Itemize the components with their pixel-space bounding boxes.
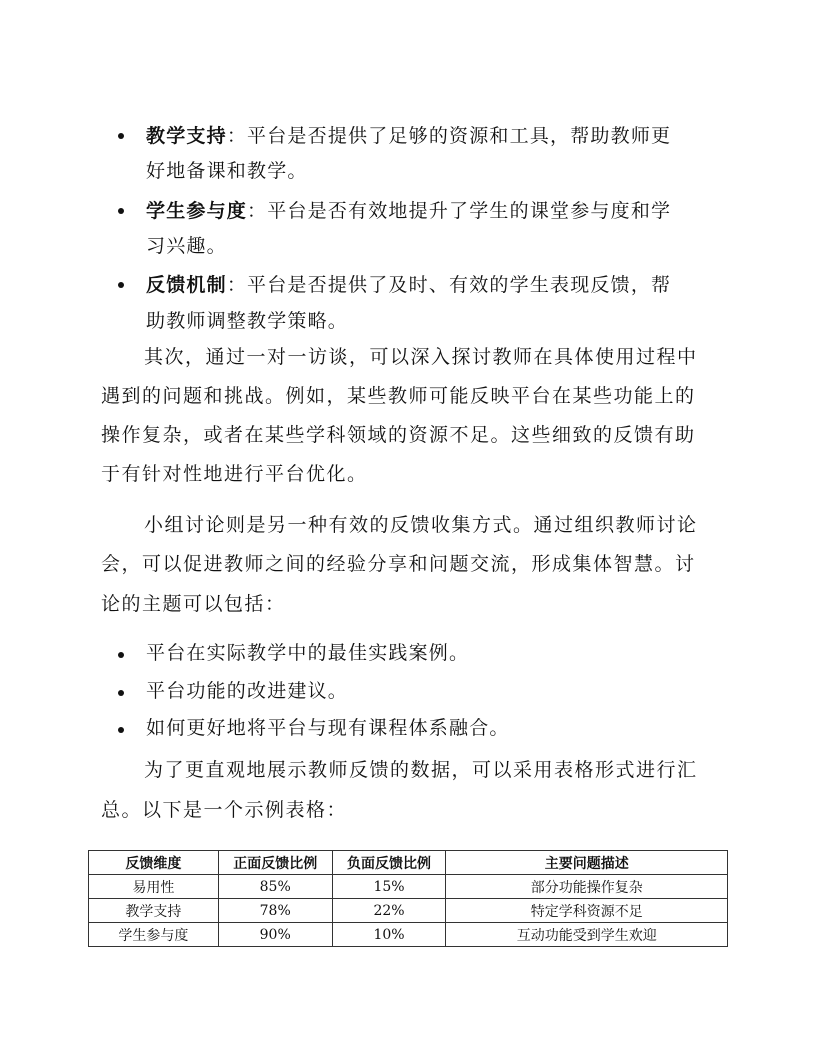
feedback-table [88,850,728,947]
table-row [89,899,728,923]
table-cell: 78% [218,899,332,923]
paragraph-line: 为了更直观地展示教师反馈的数据，可以采用表格形式进行汇 [144,759,698,781]
table-cell: 90% [218,923,332,947]
table-header-row [89,851,728,875]
criteria-text: ：平台是否提供了足够的资源和工具，帮助教师更 [226,125,672,147]
table-cell: 85% [218,875,332,899]
bullet-icon [118,690,124,696]
criteria-text-continued: 习兴趣。 [146,235,227,257]
table-cell: 10% [332,923,446,947]
bullet-icon [118,208,124,214]
paragraph-line: 遇到的问题和挑战。例如，某些教师可能反映平台在某些功能上的 [101,385,696,407]
column-header: 正面反馈比例 [218,851,332,875]
paragraph-line: 操作复杂，或者在某些学科领域的资源不足。这些细致的反馈有助 [101,424,696,446]
column-header: 主要问题描述 [446,851,728,875]
topic-text: 平台功能的改进建议。 [146,680,349,702]
criteria-text-continued: 好地备课和教学。 [146,160,308,182]
table-row [89,923,728,947]
criteria-text: ：平台是否有效地提升了学生的课堂参与度和学 [247,200,672,222]
paragraph-line: 总。以下是一个示例表格： [101,799,348,821]
table-cell: 学生参与度 [89,923,219,947]
table-cell: 互动功能受到学生欢迎 [446,923,728,947]
column-header: 反馈维度 [89,851,219,875]
paragraph-line: 其次，通过一对一访谈，可以深入探讨教师在具体使用过程中 [144,346,698,368]
paragraph-line: 于有针对性地进行平台优化。 [101,463,368,485]
topic-text: 平台在实际教学中的最佳实践案例。 [146,642,470,664]
table-row [89,875,728,899]
paragraph-line: 小组讨论则是另一种有效的反馈收集方式。通过组织教师讨论 [144,514,698,536]
criteria-text: ：平台是否提供了及时、有效的学生表现反馈，帮 [226,274,672,296]
table-cell: 特定学科资源不足 [446,899,728,923]
paragraph-line: 论的主题可以包括： [101,593,286,615]
column-header: 负面反馈比例 [332,851,446,875]
criteria-text-continued: 助教师调整教学策略。 [146,310,349,332]
criteria-term: 反馈机制 [146,274,227,296]
paragraph-line: 会，可以促进教师之间的经验分享和问题交流，形成集体智慧。讨 [101,553,696,575]
table-cell: 15% [332,875,446,899]
table-cell: 22% [332,899,446,923]
bullet-icon [118,282,124,288]
table-cell: 教学支持 [89,899,219,923]
bullet-icon [118,133,124,139]
bullet-icon [118,727,124,733]
criteria-term: 学生参与度 [146,200,248,222]
bullet-icon [118,652,124,658]
table-cell: 部分功能操作复杂 [446,875,728,899]
table-cell: 易用性 [89,875,219,899]
topic-text: 如何更好地将平台与现有课程体系融合。 [146,717,510,739]
criteria-term: 教学支持 [146,125,227,147]
